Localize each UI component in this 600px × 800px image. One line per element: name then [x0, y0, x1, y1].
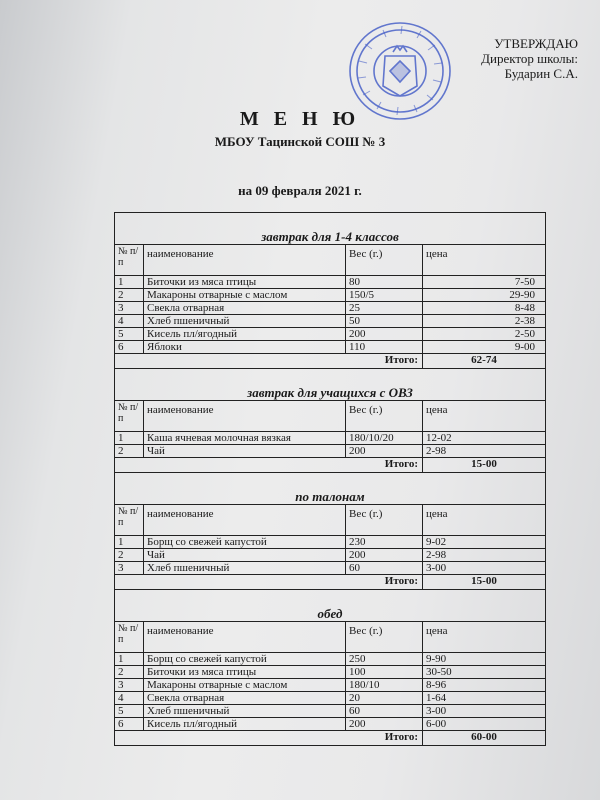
total-label: Итого:: [115, 731, 423, 746]
item-price: 2-98: [423, 549, 546, 562]
item-weight: 100: [346, 666, 423, 679]
column-header-row: [115, 401, 546, 432]
item-price: 1-64: [423, 692, 546, 705]
item-name: Свекла отварная: [144, 692, 346, 705]
total-value: 60-00: [423, 731, 546, 746]
item-price: 3-00: [423, 562, 546, 575]
total-value: 62-74: [423, 354, 546, 369]
item-weight: 110: [346, 341, 423, 354]
column-header-row: [115, 245, 546, 276]
item-number: 3: [115, 302, 144, 315]
item-number: 4: [115, 315, 144, 328]
page-title: М Е Н Ю: [239, 108, 361, 130]
item-number: 2: [115, 445, 144, 458]
item-price: 29-90: [423, 289, 546, 302]
item-number: 2: [115, 289, 144, 302]
item-name: Биточки из мяса птицы: [144, 276, 346, 289]
item-number: 2: [115, 666, 144, 679]
table-row: [115, 666, 546, 679]
item-number: 6: [115, 718, 144, 731]
item-number: 1: [115, 536, 144, 549]
table-row: [115, 315, 546, 328]
item-name: Хлеб пшеничный: [144, 562, 346, 575]
table-row: [115, 289, 546, 302]
item-name: Макароны отварные с маслом: [144, 289, 346, 302]
item-weight: 150/5: [346, 289, 423, 302]
total-row: [115, 354, 546, 369]
header-weight: Вес (г.): [346, 245, 423, 276]
item-number: 3: [115, 679, 144, 692]
approval-line-3: Бударин С.А.: [504, 66, 578, 81]
total-value: 15-00: [423, 575, 546, 590]
table-row: [115, 562, 546, 575]
total-label: Итого:: [115, 575, 423, 590]
item-number: 5: [115, 705, 144, 718]
table-row: [115, 445, 546, 458]
table-row: [115, 718, 546, 731]
item-name: Яблоки: [144, 341, 346, 354]
table-row: [115, 679, 546, 692]
approval-line-1: УТВЕРЖДАЮ: [494, 36, 578, 51]
item-weight: 50: [346, 315, 423, 328]
item-weight: 180/10/20: [346, 432, 423, 445]
item-name: Чай: [144, 445, 346, 458]
table-row: [115, 692, 546, 705]
item-name: Борщ со свежей капустой: [144, 536, 346, 549]
section-title: обед: [115, 590, 546, 622]
header-name: наименование: [144, 245, 346, 276]
section-title-row: [115, 369, 546, 401]
item-name: Хлеб пшеничный: [144, 705, 346, 718]
section-title: по талонам: [115, 473, 546, 505]
column-header-row: [115, 505, 546, 536]
item-number: 4: [115, 692, 144, 705]
header-number: № п/п: [115, 622, 144, 653]
table-row: [115, 432, 546, 445]
item-weight: 180/10: [346, 679, 423, 692]
item-name: Макароны отварные с маслом: [144, 679, 346, 692]
total-row: [115, 575, 546, 590]
item-price: 3-00: [423, 705, 546, 718]
item-weight: 230: [346, 536, 423, 549]
item-name: Кисель пл/ягодный: [144, 718, 346, 731]
item-weight: 200: [346, 445, 423, 458]
table-row: [115, 276, 546, 289]
header-price: цена: [423, 505, 546, 536]
item-weight: 200: [346, 718, 423, 731]
header-number: № п/п: [115, 245, 144, 276]
header-number: № п/п: [115, 401, 144, 432]
section-title: завтрак для 1-4 классов: [115, 213, 546, 245]
header-weight: Вес (г.): [346, 505, 423, 536]
item-weight: 60: [346, 562, 423, 575]
total-row: [115, 731, 546, 746]
item-price: 8-96: [423, 679, 546, 692]
section-title-row: [115, 590, 546, 622]
menu-table: [114, 212, 546, 746]
item-weight: 60: [346, 705, 423, 718]
header-number: № п/п: [115, 505, 144, 536]
table-row: [115, 302, 546, 315]
total-label: Итого:: [115, 458, 423, 473]
column-header-row: [115, 622, 546, 653]
item-weight: 25: [346, 302, 423, 315]
item-weight: 250: [346, 653, 423, 666]
item-weight: 20: [346, 692, 423, 705]
item-name: Кисель пл/ягодный: [144, 328, 346, 341]
item-price: 9-00: [423, 341, 546, 354]
table-row: [115, 705, 546, 718]
approval-block: [481, 36, 578, 81]
item-number: 3: [115, 562, 144, 575]
item-price: 2-38: [423, 315, 546, 328]
section-title: завтрак для учащихся с ОВЗ: [115, 369, 546, 401]
header-name: наименование: [144, 622, 346, 653]
item-number: 1: [115, 432, 144, 445]
total-row: [115, 458, 546, 473]
header-price: цена: [423, 622, 546, 653]
header-price: цена: [423, 245, 546, 276]
item-price: 6-00: [423, 718, 546, 731]
item-name: Биточки из мяса птицы: [144, 666, 346, 679]
total-label: Итого:: [115, 354, 423, 369]
item-name: Чай: [144, 549, 346, 562]
item-price: 12-02: [423, 432, 546, 445]
item-name: Борщ со свежей капустой: [144, 653, 346, 666]
item-weight: 200: [346, 328, 423, 341]
item-number: 1: [115, 653, 144, 666]
item-weight: 80: [346, 276, 423, 289]
header-name: наименование: [144, 401, 346, 432]
table-row: [115, 536, 546, 549]
header-weight: Вес (г.): [346, 401, 423, 432]
item-number: 1: [115, 276, 144, 289]
item-name: Хлеб пшеничный: [144, 315, 346, 328]
item-price: 2-50: [423, 328, 546, 341]
header-weight: Вес (г.): [346, 622, 423, 653]
item-price: 2-98: [423, 445, 546, 458]
section-title-row: [115, 213, 546, 245]
menu-table-body: [115, 213, 546, 746]
item-name: Каша ячневая молочная вязкая: [144, 432, 346, 445]
item-price: 9-90: [423, 653, 546, 666]
header-name: наименование: [144, 505, 346, 536]
table-row: [115, 653, 546, 666]
section-title-row: [115, 473, 546, 505]
table-row: [115, 341, 546, 354]
header-price: цена: [423, 401, 546, 432]
item-number: 6: [115, 341, 144, 354]
item-number: 2: [115, 549, 144, 562]
item-number: 5: [115, 328, 144, 341]
total-value: 15-00: [423, 458, 546, 473]
item-weight: 200: [346, 549, 423, 562]
menu-date: на 09 февраля 2021 г.: [238, 183, 362, 198]
item-price: 30-50: [423, 666, 546, 679]
approval-line-2: Директор школы:: [481, 51, 578, 66]
item-price: 8-48: [423, 302, 546, 315]
item-name: Свекла отварная: [144, 302, 346, 315]
table-row: [115, 328, 546, 341]
table-row: [115, 549, 546, 562]
item-price: 7-50: [423, 276, 546, 289]
school-name: МБОУ Тацинской СОШ № 3: [214, 134, 386, 149]
item-price: 9-02: [423, 536, 546, 549]
